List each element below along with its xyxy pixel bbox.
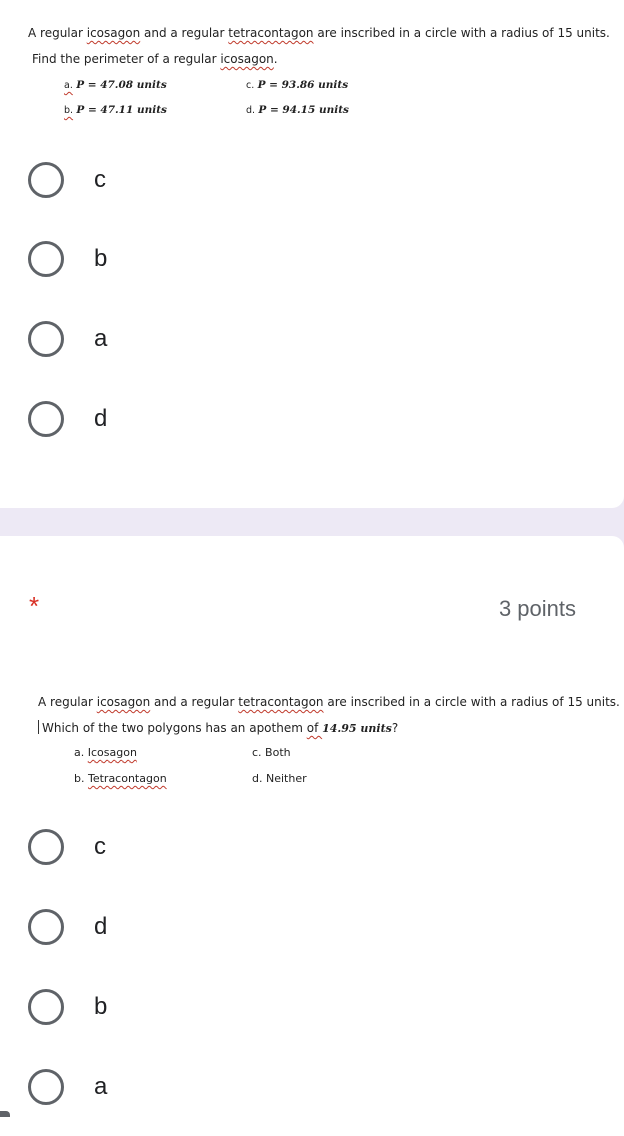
question-1-line-2 [32, 52, 278, 66]
option-value: P = 47.08 units [76, 79, 167, 91]
radio-button[interactable] [28, 162, 64, 198]
choice-label: b [94, 993, 108, 1020]
choice-label: a [94, 1073, 108, 1100]
text-segment: and a regular [150, 695, 239, 709]
required-asterisk: * [29, 591, 40, 621]
radio-choice-a[interactable] [28, 317, 328, 361]
text-segment: 14.95 units [322, 722, 392, 735]
text-segment: tetracontagon [238, 695, 324, 709]
text-segment: A regular [28, 26, 87, 40]
option-value: Tetracontagon [87, 772, 167, 785]
text-segment: of [306, 721, 323, 735]
question-2-line-2 [38, 720, 398, 735]
option-c [252, 746, 291, 759]
option-letter: c. [246, 80, 255, 91]
radio-button[interactable] [28, 241, 64, 277]
text-segment: are inscribed in a circle with a radius of 15 units. [313, 26, 610, 40]
choice-label: b [94, 245, 108, 272]
option-b [64, 104, 167, 116]
option-d [252, 772, 307, 785]
option-letter: d. [246, 105, 256, 116]
option-value: Neither [265, 772, 307, 785]
question-1-line-1 [28, 26, 610, 40]
radio-choice-d[interactable] [28, 397, 328, 441]
option-value: Both [265, 746, 291, 759]
option-letter: a. [64, 80, 73, 91]
radio-choice-b[interactable] [28, 237, 328, 281]
text-segment: ? [391, 721, 399, 735]
choice-label: a [94, 325, 108, 352]
choice-label: c [94, 833, 106, 860]
option-letter: d. [252, 772, 263, 785]
radio-choice-d[interactable] [28, 905, 328, 949]
radio-choice-a[interactable] [28, 1065, 328, 1109]
radio-button[interactable] [28, 1069, 64, 1105]
text-segment: icosagon [96, 695, 151, 709]
option-value: P = 93.86 units [257, 79, 349, 91]
option-letter: a. [74, 746, 85, 759]
option-value: Icosagon [87, 746, 137, 759]
option-a [74, 746, 137, 759]
radio-button[interactable] [28, 909, 64, 945]
question-2-line-1 [38, 695, 620, 709]
radio-button[interactable] [28, 401, 64, 437]
text-segment: Which of the two polygons has an apothem [42, 721, 307, 735]
text-segment: Find the perimeter of a regular [32, 52, 221, 66]
radio-button[interactable] [28, 989, 64, 1025]
text-segment: tetracontagon [228, 26, 314, 40]
radio-choice-c[interactable] [28, 158, 328, 202]
text-segment: and a regular [140, 26, 229, 40]
option-value: P = 47.11 units [76, 104, 167, 116]
option-letter: b. [64, 105, 74, 116]
radio-button[interactable] [28, 829, 64, 865]
corner-mark [0, 1111, 10, 1117]
text-cursor [38, 720, 39, 734]
text-segment: A regular [38, 695, 97, 709]
text-segment: . [273, 52, 278, 66]
text-segment: are inscribed in a circle with a radius of 15 units. [323, 695, 620, 709]
option-letter: b. [74, 772, 85, 785]
option-letter: c. [252, 746, 262, 759]
option-d [246, 104, 349, 116]
text-segment: icosagon [220, 52, 274, 66]
option-value: P = 94.15 units [258, 104, 349, 116]
option-a [64, 79, 167, 91]
points-label: 3 points [498, 596, 576, 621]
radio-button[interactable] [28, 321, 64, 357]
option-b [74, 772, 167, 785]
radio-choice-b[interactable] [28, 985, 328, 1029]
text-segment: icosagon [86, 26, 141, 40]
option-c [246, 79, 348, 91]
choice-label: d [94, 913, 108, 940]
radio-choice-c[interactable] [28, 825, 328, 869]
choice-label: c [94, 166, 106, 193]
question-card-1 [0, 0, 624, 508]
choice-label: d [94, 405, 108, 432]
